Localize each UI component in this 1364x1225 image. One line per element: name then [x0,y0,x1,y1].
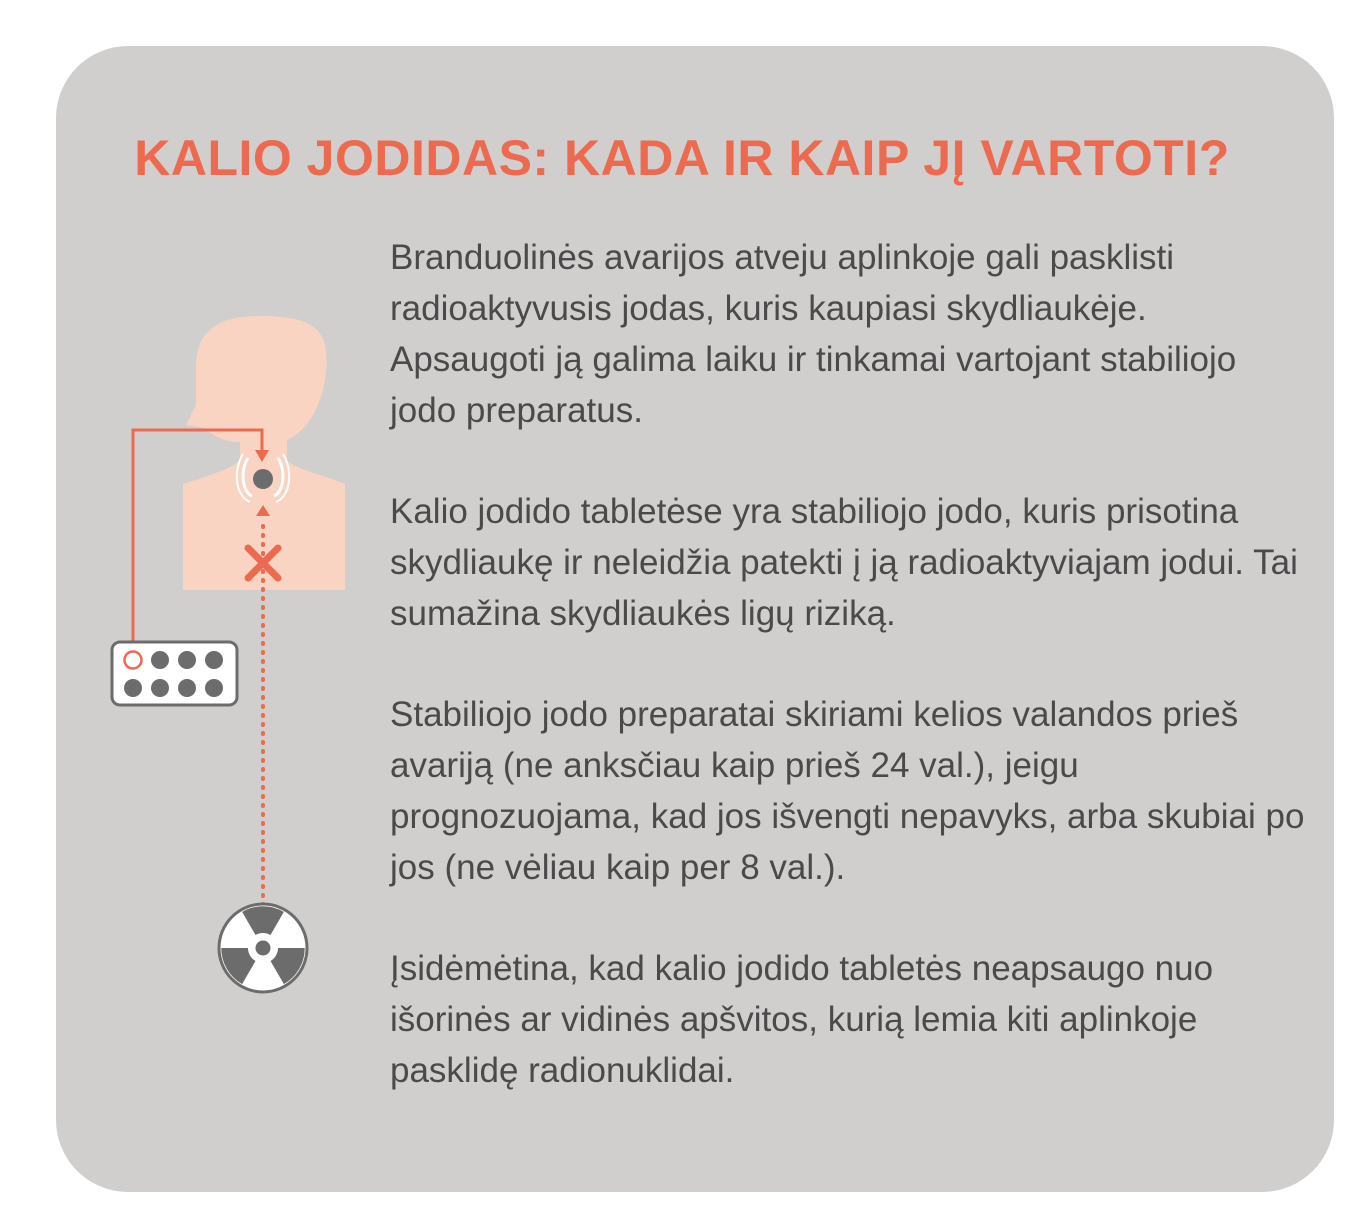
paragraph-mechanism: Kalio jodido tabletėse yra stabiliojo jodo, kuris prisotina skydliaukę ir neleidžia patekti į ją radioaktyviajam jodui. Tai sumažina skydliaukės ligų riziką. [390,492,1298,633]
paragraph-limitation: Įsidėmėtina, kad kalio jodido tabletės neapsaugo nuo išorinės ar vidinės apšvitos, kurią lemia kiti aplinkoje pasklidę radionuklidai. [390,949,1214,1090]
radiation-icon [216,904,309,992]
page-title: KALIO JODIDAS: KADA IR KAIP JĮ VARTOTI? [134,130,1230,186]
paragraph-timing: Stabiliojo jodo preparatai skiriami kelios valandos prieš avariją (ne anksčiau kaip prieš 24 val.), jeigu prognozuojama, kad jos išvengti nepavyks, arba skubiai po jos (ne vėliau kaip per 8 val.). [390,695,1305,887]
text-column [390,232,1305,1146]
tablet-blister-icon [112,642,237,705]
paragraph-intro: Branduolinės avarijos atveju aplinkoje gali pasklisti radioaktyvusis jodas, kuris kaupiasi skydliaukėje. Apsaugoti ją galima laiku ir tinkamai vartojant stabiliojo jodo preparatus. [390,238,1237,430]
